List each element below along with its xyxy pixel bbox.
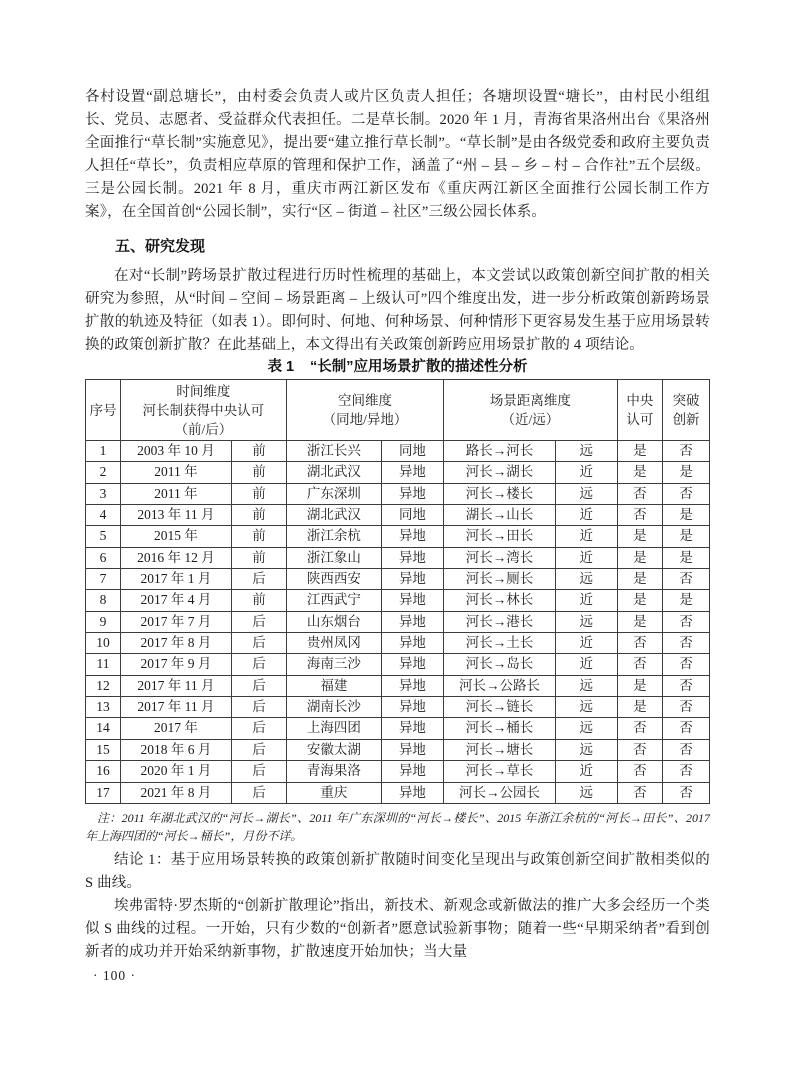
table-row <box>86 611 710 632</box>
table-cell: 2017 年 <box>120 718 231 739</box>
table-cell: 后 <box>232 569 287 590</box>
table-cell: 否 <box>663 611 710 632</box>
table-cell: 后 <box>232 697 287 718</box>
table-cell: 前 <box>232 526 287 547</box>
table-cell: 湖长→山长 <box>444 505 556 526</box>
table-cell: 1 <box>86 441 121 462</box>
table-cell: 否 <box>663 739 710 760</box>
table-cell: 近 <box>555 526 617 547</box>
table-cell: 12 <box>86 675 121 696</box>
table-cell: 5 <box>86 526 121 547</box>
table-cell: 否 <box>617 483 663 504</box>
page-content <box>85 86 710 985</box>
table-cell: 否 <box>663 633 710 654</box>
table-cell: 2017 年 1 月 <box>120 569 231 590</box>
table-cell: 2017 年 4 月 <box>120 590 231 611</box>
table-cell: 否 <box>617 633 663 654</box>
table-cell: 2017 年 11 月 <box>120 675 231 696</box>
table-header-row <box>86 380 710 441</box>
table-cell: 近 <box>555 505 617 526</box>
table-cell: 2018 年 6 月 <box>120 739 231 760</box>
table-title-label: 表 1 <box>267 359 295 375</box>
table-cell: 河长→公路长 <box>444 675 556 696</box>
column-header: 序号 <box>86 380 121 441</box>
table-cell: 河长→公园长 <box>444 782 556 803</box>
table-cell: 是 <box>617 441 663 462</box>
table-cell: 路长→河长 <box>444 441 556 462</box>
column-header: 中央 认可 <box>617 380 663 441</box>
table-cell: 2011 年 <box>120 483 231 504</box>
table-cell: 是 <box>617 547 663 568</box>
table-cell: 异地 <box>381 739 443 760</box>
table-cell: 前 <box>232 462 287 483</box>
table-row <box>86 505 710 526</box>
table-cell: 异地 <box>381 654 443 675</box>
table-cell: 异地 <box>381 590 443 611</box>
table-cell: 远 <box>555 483 617 504</box>
table-cell: 近 <box>555 547 617 568</box>
table-cell: 是 <box>617 675 663 696</box>
table-cell: 异地 <box>381 718 443 739</box>
table-cell: 后 <box>232 718 287 739</box>
table-cell: 3 <box>86 483 121 504</box>
table-cell: 否 <box>617 761 663 782</box>
table-cell: 是 <box>663 462 710 483</box>
table-cell: 前 <box>232 547 287 568</box>
table-cell: 否 <box>617 654 663 675</box>
table-cell: 否 <box>663 483 710 504</box>
table-row <box>86 483 710 504</box>
table-cell: 河长→草长 <box>444 761 556 782</box>
table-cell: 湖南长沙 <box>286 697 381 718</box>
table-cell: 是 <box>617 697 663 718</box>
table-cell: 否 <box>663 697 710 718</box>
table-cell: 异地 <box>381 462 443 483</box>
table-row <box>86 526 710 547</box>
table-row <box>86 782 710 803</box>
table-cell: 异地 <box>381 569 443 590</box>
table-cell: 2017 年 7 月 <box>120 611 231 632</box>
table-cell: 河长→楼长 <box>444 483 556 504</box>
table-cell: 是 <box>617 569 663 590</box>
table-cell: 后 <box>232 611 287 632</box>
paragraph-rogers-theory: 埃弗雷特·罗杰斯的“创新扩散理论”指出，新技术、新观念或新做法的推广大多会经历一个类似 S 曲线的过程。一开始，只有少数的“创新者”愿意试验新事物；随着一些“早期采纳者”看到创新者的成功并开始采纳新事物，扩散速度开始加快；当大量 <box>85 897 710 960</box>
table-cell: 前 <box>232 483 287 504</box>
table-cell: 2016 年 12 月 <box>120 547 231 568</box>
table-cell: 后 <box>232 761 287 782</box>
table-cell: 前 <box>232 505 287 526</box>
table-cell: 陕西西安 <box>286 569 381 590</box>
table-row <box>86 569 710 590</box>
table-cell: 河长→林长 <box>444 590 556 611</box>
table-cell: 远 <box>555 718 617 739</box>
table-cell: 是 <box>617 590 663 611</box>
table-body <box>86 441 710 804</box>
table-cell: 浙江象山 <box>286 547 381 568</box>
table-cell: 远 <box>555 697 617 718</box>
table-cell: 是 <box>617 526 663 547</box>
table-cell: 异地 <box>381 761 443 782</box>
table-row <box>86 654 710 675</box>
table-cell: 浙江余杭 <box>286 526 381 547</box>
table-cell: 安徽太湖 <box>286 739 381 760</box>
table-cell: 海南三沙 <box>286 654 381 675</box>
table-cell: 否 <box>663 569 710 590</box>
table-cell: 后 <box>232 782 287 803</box>
table-cell: 否 <box>663 654 710 675</box>
table-cell: 10 <box>86 633 121 654</box>
table-cell: 异地 <box>381 675 443 696</box>
table-cell: 异地 <box>381 547 443 568</box>
table-cell: 同地 <box>381 505 443 526</box>
table-cell: 近 <box>555 590 617 611</box>
table-cell: 河长→岛长 <box>444 654 556 675</box>
table-cell: 河长→湾长 <box>444 547 556 568</box>
table-cell: 否 <box>663 718 710 739</box>
table-cell: 9 <box>86 611 121 632</box>
table-cell: 否 <box>617 505 663 526</box>
column-header: 空间维度 （同地/异地） <box>286 380 443 441</box>
table-title <box>85 359 710 375</box>
table-cell: 河长→塘长 <box>444 739 556 760</box>
table-cell: 河长→链长 <box>444 697 556 718</box>
table-cell: 同地 <box>381 441 443 462</box>
table-cell: 6 <box>86 547 121 568</box>
table-cell: 是 <box>663 505 710 526</box>
table-cell: 青海果洛 <box>286 761 381 782</box>
table-cell: 浙江长兴 <box>286 441 381 462</box>
table-cell: 江西武宁 <box>286 590 381 611</box>
paragraph-intro: 在对“长制”跨场景扩散过程进行历时性梳理的基础上，本文尝试以政策创新空间扩散的相关研究为参照，从“时间 – 空间 – 场景距离 – 上级认可”四个维度出发，进一步分析政策创新跨场景扩散的轨迹及特征（如表 1）。即何时、何地、何种场景、何种情形下更容易发生基于应用场景转换的政策创新扩散？在此基础上，本文得出有关政策创新跨应用场景扩散的 4 项结论。 <box>85 268 710 353</box>
table-cell: 否 <box>663 782 710 803</box>
table-cell: 湖北武汉 <box>286 505 381 526</box>
table-cell: 异地 <box>381 782 443 803</box>
table-cell: 11 <box>86 654 121 675</box>
table-cell: 后 <box>232 739 287 760</box>
table-cell: 异地 <box>381 611 443 632</box>
data-table <box>85 379 710 804</box>
conclusion-block <box>85 849 710 964</box>
table-cell: 近 <box>555 633 617 654</box>
table-cell: 是 <box>663 547 710 568</box>
table-cell: 是 <box>617 611 663 632</box>
column-header: 突破 创新 <box>663 380 710 441</box>
table-cell: 河长→港长 <box>444 611 556 632</box>
table-cell: 近 <box>555 761 617 782</box>
table-cell: 远 <box>555 441 617 462</box>
table-row <box>86 633 710 654</box>
table-cell: 远 <box>555 782 617 803</box>
table-cell: 近 <box>555 654 617 675</box>
table-cell: 2021 年 8 月 <box>120 782 231 803</box>
table-cell: 河长→湖长 <box>444 462 556 483</box>
page-number: · 100 · <box>93 967 136 983</box>
table-cell: 是 <box>617 462 663 483</box>
table-cell: 远 <box>555 675 617 696</box>
table-cell: 上海四团 <box>286 718 381 739</box>
table-row <box>86 547 710 568</box>
table-row <box>86 718 710 739</box>
table-cell: 15 <box>86 739 121 760</box>
column-header: 时间维度 河长制获得中央认可 （前/后） <box>120 380 286 441</box>
table-cell: 后 <box>232 675 287 696</box>
table-row <box>86 590 710 611</box>
table-cell: 2011 年 <box>120 462 231 483</box>
section-heading: 五、研究发现 <box>115 238 206 255</box>
table-cell: 16 <box>86 761 121 782</box>
column-header: 场景距离维度 （近/远） <box>444 380 617 441</box>
table-cell: 否 <box>663 441 710 462</box>
table-cell: 4 <box>86 505 121 526</box>
table-cell: 山东烟台 <box>286 611 381 632</box>
table-cell: 2015 年 <box>120 526 231 547</box>
table-cell: 河长→土长 <box>444 633 556 654</box>
table-cell: 后 <box>232 654 287 675</box>
table-cell: 否 <box>617 739 663 760</box>
table-cell: 异地 <box>381 526 443 547</box>
table-cell: 13 <box>86 697 121 718</box>
table-row <box>86 697 710 718</box>
table-cell: 异地 <box>381 697 443 718</box>
table-row <box>86 739 710 760</box>
table-row <box>86 462 710 483</box>
table-cell: 2017 年 9 月 <box>120 654 231 675</box>
table-cell: 贵州凤冈 <box>286 633 381 654</box>
table-cell: 广东深圳 <box>286 483 381 504</box>
table-note: 注：2011 年湖北武汉的“河长→湖长”、2011 年广东深圳的“河长→楼长”、2015 年浙江余杭的“河长→田长”、2017 年上海四团的“河长→桶长”，月份不详。 <box>85 810 710 844</box>
table-cell: 2013 年 11 月 <box>120 505 231 526</box>
table-cell: 前 <box>232 590 287 611</box>
table-cell: 湖北武汉 <box>286 462 381 483</box>
table-cell: 2017 年 8 月 <box>120 633 231 654</box>
table-cell: 2020 年 1 月 <box>120 761 231 782</box>
paragraph-continuation: 各村设置“副总塘长”，由村委会负责人或片区负责人担任；各塘坝设置“塘长”，由村民小组组长、党员、志愿者、受益群众代表担任。二是草长制。2020 年 1 月，青海省果洛州出台《果洛州全面推行“草长制”实施意见》，提出要“建立推行草长制”。“草长制”是由各级党委和政府主要负责人担任“草长”，负责相应草原的管理和保护工作，涵盖了“州 – 县 – 乡 – 村 – 合作社”五个层级。三是公园长制。2021 年 8 月，重庆市两江新区发布《重庆两江新区全面推行公园长制工作方案》，在全国首创“公园长制”，实行“区 – 街道 – 社区”三级公园长体系。 <box>85 89 710 220</box>
table-cell: 河长→田长 <box>444 526 556 547</box>
table-cell: 福建 <box>286 675 381 696</box>
table-title-text: “长制”应用场景扩散的描述性分析 <box>310 359 528 375</box>
table-row <box>86 675 710 696</box>
table-cell: 否 <box>617 718 663 739</box>
table-cell: 重庆 <box>286 782 381 803</box>
table-cell: 是 <box>663 526 710 547</box>
table-cell: 前 <box>232 441 287 462</box>
table-row <box>86 761 710 782</box>
table-cell: 远 <box>555 739 617 760</box>
table-cell: 2003 年 10 月 <box>120 441 231 462</box>
table-cell: 河长→厕长 <box>444 569 556 590</box>
table-cell: 8 <box>86 590 121 611</box>
table-cell: 远 <box>555 611 617 632</box>
table-cell: 否 <box>663 761 710 782</box>
table-cell: 近 <box>555 462 617 483</box>
table-cell: 河长→桶长 <box>444 718 556 739</box>
table-cell: 异地 <box>381 483 443 504</box>
table-cell: 异地 <box>381 633 443 654</box>
paragraph-conclusion-1: 结论 1：基于应用场景转换的政策创新扩散随时间变化呈现出与政策创新空间扩散相类似的 S 曲线。 <box>85 851 710 891</box>
table-cell: 否 <box>617 782 663 803</box>
table-cell: 14 <box>86 718 121 739</box>
table-row <box>86 441 710 462</box>
table-cell: 2 <box>86 462 121 483</box>
table-cell: 后 <box>232 633 287 654</box>
table-cell: 否 <box>663 675 710 696</box>
table-cell: 7 <box>86 569 121 590</box>
table-cell: 远 <box>555 569 617 590</box>
table-cell: 17 <box>86 782 121 803</box>
table-cell: 2017 年 11 月 <box>120 697 231 718</box>
table-cell: 是 <box>663 590 710 611</box>
